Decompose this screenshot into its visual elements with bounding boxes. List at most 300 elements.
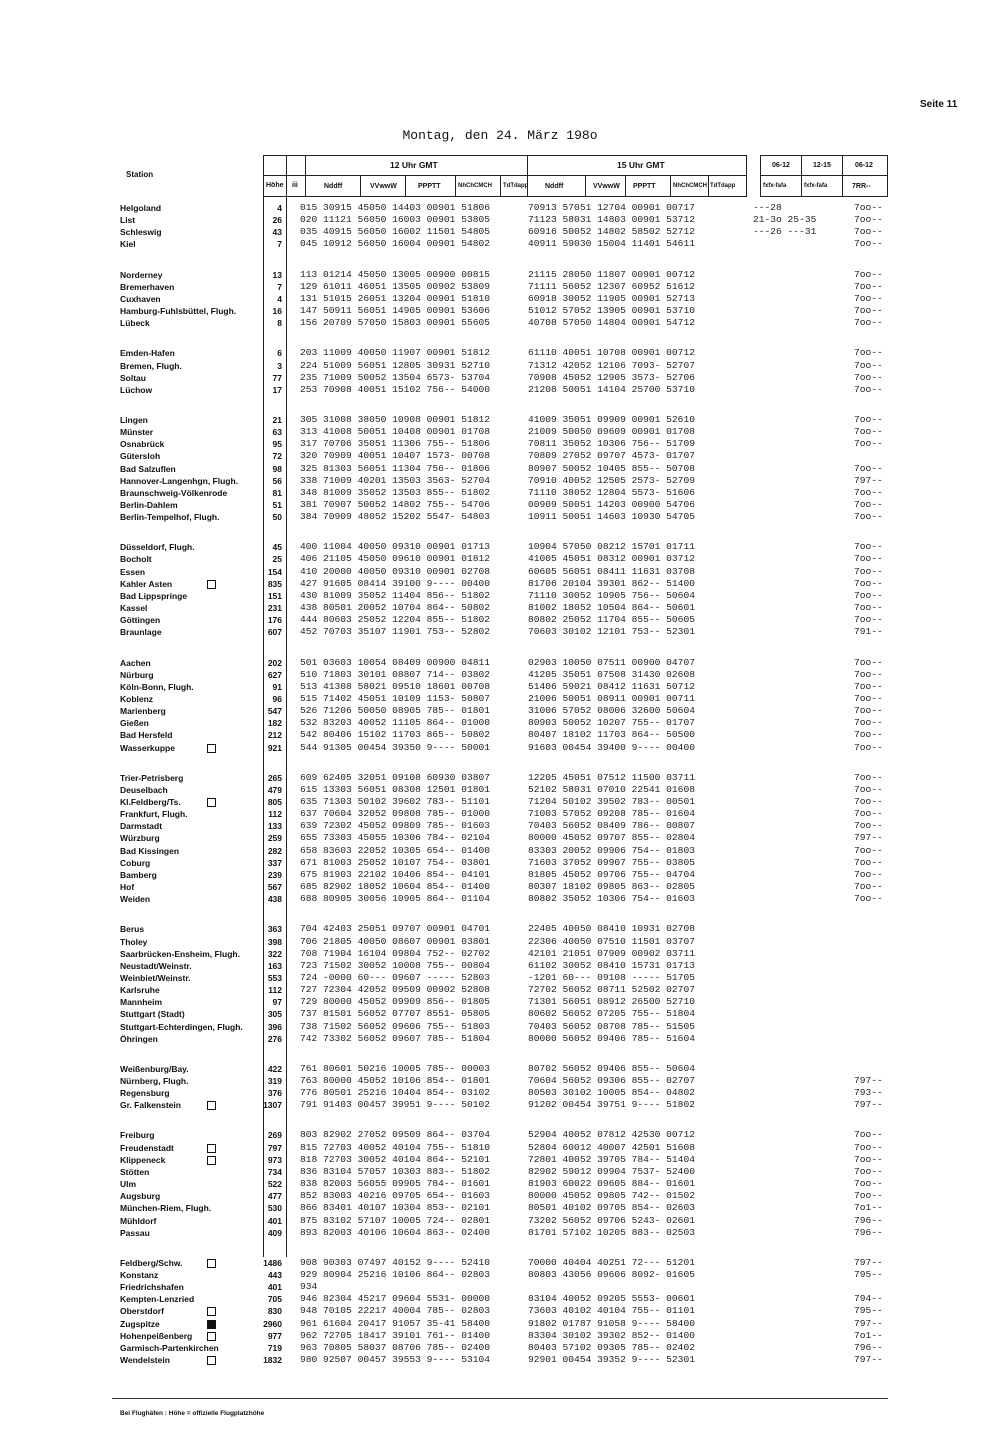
station-height: 182 <box>267 718 282 729</box>
obs-12-utc: 015 30915 45050 14403 00901 51806 <box>300 202 490 213</box>
obs-12-utc: 526 71206 50050 08905 785-- 01801 <box>300 705 490 717</box>
station-height: 50 <box>272 512 282 523</box>
obs-15-utc: 80802 25052 11704 855-- 50605 <box>528 614 695 626</box>
station-name: Braunschweig-Völkenrode <box>120 487 228 498</box>
station-height: 276 <box>267 1033 282 1044</box>
precip-code: 7oo-- <box>854 1190 883 1202</box>
station-height: 17 <box>272 384 282 395</box>
station-height: 63 <box>272 427 282 438</box>
station-name: Bremerhaven <box>120 281 175 292</box>
station-name: Braunlage <box>120 627 162 638</box>
station-name: Ulm <box>120 1179 137 1190</box>
obs-15-utc: 22405 40050 08410 10931 02708 <box>528 923 695 935</box>
station-name: Hof <box>120 882 135 893</box>
precip-code: 7oo-- <box>854 741 883 753</box>
station-height: 734 <box>267 1166 282 1177</box>
station-name: Koblenz <box>120 693 154 704</box>
precip-code: 7oo-- <box>854 589 883 601</box>
obs-15-utc: 80803 43056 09606 8092- 01605 <box>528 1268 695 1280</box>
station-name: Lingen <box>120 414 148 425</box>
station-height: 607 <box>267 627 282 638</box>
precip-code: 797-- <box>854 1354 883 1365</box>
station-name: Trier-Petrisberg <box>120 772 184 783</box>
precip-code: 7oo-- <box>854 856 883 868</box>
obs-15-utc: 51012 57052 13905 00901 53710 <box>528 305 695 317</box>
obs-15-utc: 70403 56052 08708 785-- 51505 <box>528 1020 695 1032</box>
precip-code: 7oo-- <box>854 668 883 680</box>
station-name: Marienberg <box>120 706 166 717</box>
pppt2-header: PPPTT <box>633 183 656 190</box>
obs-15-utc: 80407 18102 11703 864-- 50500 <box>528 729 695 741</box>
station-name: Freudenstadt <box>120 1142 290 1154</box>
station-height: 133 <box>267 821 282 832</box>
station-name: Emden-Hafen <box>120 348 175 359</box>
station-height: 830 <box>267 1306 282 1317</box>
station-name: Bremen, Flugh. <box>120 360 182 371</box>
station-height: 26 <box>272 215 282 226</box>
precip-code: 7oo-- <box>854 541 883 553</box>
precip-code: 7oo-- <box>854 383 883 395</box>
footnote: Bei Flughäfen : Höhe = offizielle Flugplatzhöhe <box>120 1410 265 1417</box>
precip-code: 7oo-- <box>854 1153 883 1165</box>
precip-code: 7oo-- <box>854 1141 883 1153</box>
station-height: 797 <box>267 1142 282 1153</box>
precip-code: 7oo-- <box>854 486 883 498</box>
square-icon <box>207 1259 216 1268</box>
obs-15-utc: 83304 30102 39302 852-- 01400 <box>528 1329 695 1341</box>
station-name: Schleswig <box>120 227 162 238</box>
station-height: 530 <box>267 1203 282 1214</box>
obs-12-utc: 235 71009 50052 13504 6573- 53704 <box>300 371 490 383</box>
nddff2-header: Nddff <box>545 183 564 190</box>
precip-code: 797-- <box>854 1075 883 1086</box>
station-name: Aachen <box>120 657 151 668</box>
obs-12-utc: 639 72302 45052 09809 785-- 01603 <box>300 820 490 832</box>
obs-15-utc: 91802 01787 91058 9---- 58400 <box>528 1317 695 1329</box>
station-height: 973 <box>267 1154 282 1165</box>
station-name: Lüchow <box>120 384 153 395</box>
obs-12-utc: 532 83203 40052 11105 864-- 01000 <box>300 717 490 729</box>
station-height: 363 <box>267 924 282 935</box>
station-height: 16 <box>272 306 282 317</box>
station-height: 3 <box>277 360 282 371</box>
station-height: 77 <box>272 372 282 383</box>
vvwww-header: VVwwW <box>370 183 397 190</box>
station-name: List <box>120 215 136 226</box>
station-name: Feldberg/Schw. <box>120 1257 290 1269</box>
obs-15-utc: 71301 56051 08912 26500 52710 <box>528 996 695 1008</box>
obs-15-utc: 81903 60022 09605 884-- 01601 <box>528 1178 695 1190</box>
obs-12-utc: 381 70907 50052 14802 755-- 54706 <box>300 499 490 510</box>
obs-12-utc: 761 80601 50216 10005 785-- 00003 <box>300 1062 490 1074</box>
station-name: Wasserkuppe <box>120 742 290 754</box>
obs-12-utc: 948 70105 22217 40004 785-- 02803 <box>300 1305 490 1317</box>
station-name: Weinbiet/Weinstr. <box>120 972 191 983</box>
obs-15-utc: 71110 30052 10905 756-- 50604 <box>528 589 695 601</box>
obs-15-utc: 83303 20052 09906 754-- 01803 <box>528 844 695 856</box>
station-height: 212 <box>267 730 282 741</box>
station-name: Münster <box>120 427 154 438</box>
square-icon <box>207 1307 216 1316</box>
station-name: Darmstadt <box>120 821 163 832</box>
obs-15-utc: 80503 30102 10005 854-- 04802 <box>528 1087 695 1099</box>
precip-code: 7oo-- <box>854 413 883 425</box>
station-height: 705 <box>267 1294 282 1305</box>
station-height: 81 <box>272 487 282 498</box>
precip-code: 7oo-- <box>854 426 883 438</box>
station-name: Kl.Feldberg/Ts. <box>120 796 290 808</box>
obs-12-utc: 655 73303 45055 10306 784-- 02104 <box>300 832 490 844</box>
obs-12-utc: 348 81009 35052 13503 855-- 51802 <box>300 486 490 498</box>
gust-values: ---26 ---31 <box>753 226 817 238</box>
obs-15-utc: 40911 59030 15004 11401 54611 <box>528 238 695 250</box>
station-height: 45 <box>272 542 282 553</box>
obs-12-utc: 501 03603 10054 08409 00900 04811 <box>300 656 490 668</box>
station-height: 401 <box>267 1215 282 1226</box>
obs-12-utc: 338 71009 40201 13503 3563- 52704 <box>300 474 490 486</box>
obs-12-utc: 544 91305 00454 39350 9---- 50001 <box>300 741 490 753</box>
obs-12-utc: 637 70604 32052 09808 785-- 01000 <box>300 808 490 820</box>
station-name: Bocholt <box>120 554 152 565</box>
station-name: Wendelstein <box>120 1354 290 1366</box>
station-name: Bad Lippspringe <box>120 590 188 601</box>
station-height: 97 <box>272 997 282 1008</box>
station-height: 319 <box>267 1076 282 1086</box>
obs-15-utc: 80000 56052 09406 785-- 51604 <box>528 1032 695 1044</box>
page-number: Seite 11 <box>920 99 958 110</box>
precip-code: 7oo-- <box>854 820 883 832</box>
precip-code: 7oo-- <box>854 717 883 729</box>
obs-12-utc: 129 61011 46051 13505 00902 53809 <box>300 280 490 292</box>
obs-15-utc: 92901 00454 39352 9---- 52301 <box>528 1354 695 1365</box>
obs-12-utc: 131 51015 26051 13204 00901 51810 <box>300 292 490 304</box>
precip-code: 7o1-- <box>854 1329 883 1341</box>
filled-square-icon <box>207 1320 216 1329</box>
precip-code: 7oo-- <box>854 844 883 856</box>
obs-15-utc: 40708 57050 14804 00901 54712 <box>528 317 695 329</box>
precip-code: 791-- <box>854 626 883 638</box>
precip-code: 794-- <box>854 1293 883 1305</box>
station-name: Düsseldorf, Flugh. <box>120 542 195 553</box>
station-height: 98 <box>272 463 282 474</box>
station-name: Friedrichshafen <box>120 1282 184 1293</box>
obs-12-utc: 444 80603 25052 12204 855-- 51802 <box>300 614 490 626</box>
obs-15-utc: 70603 30102 12101 753-- 52301 <box>528 626 695 638</box>
precip-code: 7oo-- <box>854 1129 883 1141</box>
obs-12-utc: 980 92507 00457 39553 9---- 53104 <box>300 1354 490 1365</box>
obs-12-utc: 706 21805 40050 08607 00901 03801 <box>300 935 490 947</box>
obs-12-utc: 658 83603 22052 10305 654-- 01400 <box>300 844 490 856</box>
obs-12-utc: 875 83102 57107 10005 724-- 02801 <box>300 1214 490 1226</box>
obs-12-utc: 893 82003 40106 10604 863-- 02400 <box>300 1226 490 1238</box>
obs-15-utc: 22306 40050 07510 11501 03707 <box>528 935 695 947</box>
station-name: Tholey <box>120 936 148 947</box>
station-height: 282 <box>267 845 282 856</box>
obs-12-utc: 147 50911 56051 14905 00901 53606 <box>300 305 490 317</box>
station-name: Garmisch-Partenkirchen <box>120 1342 219 1353</box>
obs-15-utc: 10911 50051 14603 10930 54705 <box>528 511 695 523</box>
station-height: 6 <box>277 348 282 359</box>
obs-15-utc: 71603 37052 09907 755-- 03805 <box>528 856 695 868</box>
station-height: 7 <box>277 281 282 292</box>
obs-15-utc: 72702 56052 08711 52502 02707 <box>528 984 695 996</box>
station-height: 376 <box>267 1088 282 1099</box>
obs-12-utc: 384 70909 48052 15202 5547- 54803 <box>300 511 490 523</box>
station-name: Neustadt/Weinstr. <box>120 960 192 971</box>
station-height: 4 <box>277 293 282 304</box>
station-height: 259 <box>267 833 282 844</box>
station-height: 477 <box>267 1191 282 1202</box>
station-height: 112 <box>268 985 282 996</box>
obs-15-utc: 80000 45052 09707 855-- 02804 <box>528 832 695 844</box>
bottom-divider <box>112 1398 888 1399</box>
obs-15-utc: 71123 58031 14803 00901 53712 <box>528 214 695 226</box>
station-name: Oberstdorf <box>120 1305 290 1317</box>
page-title: Montag, den 24. März 198o <box>402 128 598 143</box>
station-name: Saarbrücken-Ensheim, Flugh. <box>120 948 240 959</box>
cloud-header: NhChCMCH <box>458 183 492 189</box>
obs-15-utc: 70811 35052 10306 756-- 51709 <box>528 438 695 450</box>
precip-code: 7oo-- <box>854 268 883 280</box>
station-name: Bad Hersfeld <box>120 730 173 741</box>
station-height: 719 <box>267 1342 282 1353</box>
precip-code: 7oo-- <box>854 371 883 383</box>
square-icon <box>207 1356 216 1365</box>
obs-15-utc: 21115 28050 11807 00901 00712 <box>528 268 695 280</box>
station-height: 522 <box>267 1179 282 1190</box>
obs-15-utc: -1201 60--- 09108 ----- 51705 <box>528 971 695 983</box>
station-name: Bad Salzuflen <box>120 463 176 474</box>
gust-values: ---28 <box>753 202 782 213</box>
obs-12-utc: 685 82902 18052 10604 854-- 01400 <box>300 881 490 893</box>
tdapp2-header: TdTdapp <box>710 183 736 189</box>
station-name: Göttingen <box>120 615 161 626</box>
obs-15-utc: 83104 40052 09205 5553- 00601 <box>528 1293 695 1305</box>
obs-15-utc: 70913 57051 12704 00901 00717 <box>528 202 695 213</box>
obs-12-utc: 513 41308 58021 09510 18601 00708 <box>300 680 490 692</box>
station-height: 409 <box>267 1227 282 1238</box>
station-name: Frankfurt, Flugh. <box>120 809 188 820</box>
precip-code: 7oo-- <box>854 347 883 359</box>
obs-12-utc: 776 80501 25216 10404 854-- 03102 <box>300 1087 490 1099</box>
station-name: Passau <box>120 1227 150 1238</box>
obs-15-utc: 70604 56052 09306 855-- 02707 <box>528 1075 695 1086</box>
height-column-header: Höhe <box>266 182 284 189</box>
obs-15-utc: 52804 60012 40007 42501 51608 <box>528 1141 695 1153</box>
precip-code: 7oo-- <box>854 868 883 880</box>
obs-15-utc: 81701 57102 10205 883-- 02503 <box>528 1226 695 1238</box>
station-name: Stötten <box>120 1166 150 1177</box>
precip-code: 797-- <box>854 1099 883 1111</box>
precip-code: 7oo-- <box>854 602 883 614</box>
station-height: 835 <box>267 578 282 589</box>
cloud2-header: NhChCMCH <box>673 183 707 189</box>
precip-code: 7oo-- <box>854 359 883 371</box>
precip-code: 7oo-- <box>854 214 883 226</box>
station-name: Köln-Bonn, Flugh. <box>120 681 194 692</box>
precip-code: 7oo-- <box>854 656 883 668</box>
obs-15-utc: 81706 20104 39301 862-- 51400 <box>528 577 695 589</box>
station-height: 337 <box>267 857 282 868</box>
station-height: 95 <box>272 439 282 450</box>
pppt-header: PPPTT <box>418 183 441 190</box>
obs-12-utc: 729 80000 45052 09909 856-- 01805 <box>300 996 490 1008</box>
precip-code: 7oo-- <box>854 280 883 292</box>
station-height: 202 <box>267 657 282 668</box>
obs-12-utc: 852 83003 40216 09705 654-- 01603 <box>300 1190 490 1202</box>
obs-15-utc: 51406 59021 08412 11631 50712 <box>528 680 695 692</box>
obs-12-utc: 727 72304 42052 09509 00902 52808 <box>300 984 490 996</box>
obs-15-utc: 21009 50050 09609 00901 01708 <box>528 426 695 438</box>
station-height: 553 <box>267 972 282 983</box>
gust-values: 21-3o 25-35 <box>753 214 817 226</box>
obs-15-utc: 60918 30052 11905 00901 52713 <box>528 292 695 304</box>
obs-12-utc: 763 80000 45052 10106 854-- 01801 <box>300 1075 490 1086</box>
obs-15-utc: 81002 18052 10504 864-- 50601 <box>528 602 695 614</box>
obs-15-utc: 21006 50051 08911 00901 00711 <box>528 692 695 704</box>
iii-column-header: iii <box>292 182 298 189</box>
station-height: 305 <box>267 1009 282 1020</box>
obs-15-utc: 41009 35051 09909 00901 52610 <box>528 413 695 425</box>
precip-code: 793-- <box>854 1087 883 1099</box>
precip-code: 7o1-- <box>854 1202 883 1214</box>
station-height: 805 <box>267 797 282 807</box>
obs-12-utc: 635 71303 50102 39602 783-- 51101 <box>300 796 490 807</box>
station-name: Norderney <box>120 269 163 280</box>
obs-15-utc: 80802 35052 10306 754-- 01603 <box>528 893 695 905</box>
obs-12-utc: 708 71904 16104 09804 752-- 02702 <box>300 947 490 959</box>
obs-15-utc: 60605 56051 08411 11631 03708 <box>528 565 695 577</box>
station-name: Konstanz <box>120 1269 159 1280</box>
obs-15-utc: 80000 45052 09805 742-- 01502 <box>528 1190 695 1202</box>
precip-code: 795-- <box>854 1268 883 1280</box>
obs-15-utc: 80307 18102 09805 863-- 02805 <box>528 881 695 893</box>
station-height: 265 <box>267 772 282 783</box>
obs-12-utc: 963 70805 58037 08706 785-- 02400 <box>300 1341 490 1353</box>
station-name: Kiel <box>120 239 136 250</box>
precip-code: 7oo-- <box>854 729 883 741</box>
square-icon <box>207 798 216 807</box>
station-height: 25 <box>272 554 282 565</box>
station-height: 438 <box>267 894 282 905</box>
obs-12-utc: 325 81303 56051 11304 756-- 01806 <box>300 462 490 474</box>
station-height: 1307 <box>263 1100 282 1111</box>
tdapp-header: TdTdapp <box>503 183 529 189</box>
station-name: Mühldorf <box>120 1215 157 1226</box>
obs-15-utc: 71204 50102 39502 783-- 00501 <box>528 796 695 807</box>
square-icon <box>207 580 216 589</box>
precip-code: 7oo-- <box>854 317 883 329</box>
station-name: Osnabrück <box>120 439 165 450</box>
precip-code: 7oo-- <box>854 462 883 474</box>
station-column-header: Station <box>126 170 154 179</box>
station-height: 91 <box>272 681 282 692</box>
station-name: Gr. Falkenstein <box>120 1099 290 1111</box>
obs-15-utc: 70000 40404 40251 72--- 51201 <box>528 1256 695 1268</box>
obs-12-utc: 866 83401 40107 10304 853-- 02101 <box>300 1202 490 1214</box>
precip-code: 7oo-- <box>854 226 883 238</box>
obs-12-utc: 688 80905 30056 10905 864-- 01104 <box>300 893 490 905</box>
obs-12-utc: 724 -0000 60--- 09607 ----- 52803 <box>300 971 490 983</box>
station-name: Nürburg <box>120 669 154 680</box>
station-name: Coburg <box>120 857 151 868</box>
obs-12-utc: 961 61604 20417 91057 35-41 58400 <box>300 1317 490 1329</box>
obs-15-utc: 71111 56052 12307 60952 51612 <box>528 280 695 292</box>
precip-code: 7oo-- <box>854 680 883 692</box>
obs-12-utc: 510 71803 30101 08807 714-- 03802 <box>300 668 490 680</box>
station-height: 401 <box>267 1282 282 1293</box>
station-height: 96 <box>272 693 282 704</box>
obs-15-utc: 73202 56052 09706 5243- 02601 <box>528 1214 695 1226</box>
station-height: 151 <box>267 590 282 601</box>
obs-15-utc: 31006 57052 08006 32600 50604 <box>528 705 695 717</box>
station-name: Bamberg <box>120 869 157 880</box>
station-name: Nürnberg, Flugh. <box>120 1076 189 1086</box>
obs-15-utc: 80702 56052 09406 855-- 50604 <box>528 1062 695 1074</box>
station-name: Klippeneck <box>120 1154 290 1166</box>
obs-12-utc: 156 20709 57050 15803 00901 55605 <box>300 317 490 329</box>
obs-12-utc: 430 81009 35052 11404 856-- 51802 <box>300 589 490 601</box>
obs-15-utc: 80903 50052 10207 755-- 01707 <box>528 717 695 729</box>
obs-15-utc: 91603 00454 39400 9---- 00400 <box>528 741 695 753</box>
station-name: Berlin-Dahlem <box>120 500 178 510</box>
obs-12-utc: 836 83104 57057 10303 883-- 51802 <box>300 1165 490 1177</box>
precip-code: 7oo-- <box>854 783 883 795</box>
station-name: Gießen <box>120 718 149 729</box>
obs-12-utc: 934 <box>300 1281 318 1293</box>
obs-12-utc: 838 82003 56055 09905 784-- 01601 <box>300 1178 490 1190</box>
obs-15-utc: 82902 59012 09904 7537- 52400 <box>528 1165 695 1177</box>
station-height: 1832 <box>263 1355 282 1365</box>
square-icon <box>207 1101 216 1110</box>
station-height: 231 <box>267 603 282 614</box>
precip-code: 7oo-- <box>854 796 883 807</box>
station-height: 13 <box>272 269 282 280</box>
obs-12-utc: 615 13303 56051 08308 12501 01801 <box>300 783 490 795</box>
obs-12-utc: 400 11004 40050 09310 00901 01713 <box>300 541 490 553</box>
precip-code: 7oo-- <box>854 499 883 510</box>
precip-code: 7oo-- <box>854 692 883 704</box>
obs-12-utc: 675 81903 22102 10406 854-- 04101 <box>300 868 490 880</box>
gust2-header: fxfx-fafa <box>804 183 828 189</box>
station-name: Stuttgart-Echterdingen, Flugh. <box>120 1021 243 1032</box>
obs-12-utc: 320 70909 40051 10407 1573- 00708 <box>300 450 490 462</box>
obs-15-utc: 72801 40052 39705 784-- 51404 <box>528 1153 695 1165</box>
station-height: 8 <box>277 318 282 329</box>
gust1-header: fxfx-fafa <box>763 183 787 189</box>
station-height: 2960 <box>263 1318 282 1329</box>
precip-code: 795-- <box>854 1305 883 1317</box>
station-height: 627 <box>267 669 282 680</box>
station-height: 479 <box>267 784 282 795</box>
station-name: Kassel <box>120 603 148 614</box>
obs-15-utc: 80501 40102 09705 854-- 02603 <box>528 1202 695 1214</box>
obs-12-utc: 742 73302 56052 09607 785-- 51804 <box>300 1032 490 1044</box>
station-name: Soltau <box>120 372 146 383</box>
obs-12-utc: 946 82304 45217 09604 5531- 00000 <box>300 1293 490 1305</box>
obs-12-utc: 803 82902 27052 09509 864-- 03704 <box>300 1129 490 1141</box>
nddff-header: Nddff <box>324 183 343 190</box>
obs-15-utc: 21208 50051 14104 25700 53710 <box>528 383 695 395</box>
precip-code: 7oo-- <box>854 893 883 905</box>
station-name: Öhringen <box>120 1033 158 1044</box>
obs-15-utc: 70809 27052 09707 4573- 01707 <box>528 450 695 462</box>
station-name: Bad Kissingen <box>120 845 180 856</box>
station-height: 422 <box>267 1063 282 1074</box>
station-height: 51 <box>272 500 282 510</box>
precip-code: 7oo-- <box>854 577 883 589</box>
obs-15-utc: 52102 58031 07010 22541 01608 <box>528 783 695 795</box>
